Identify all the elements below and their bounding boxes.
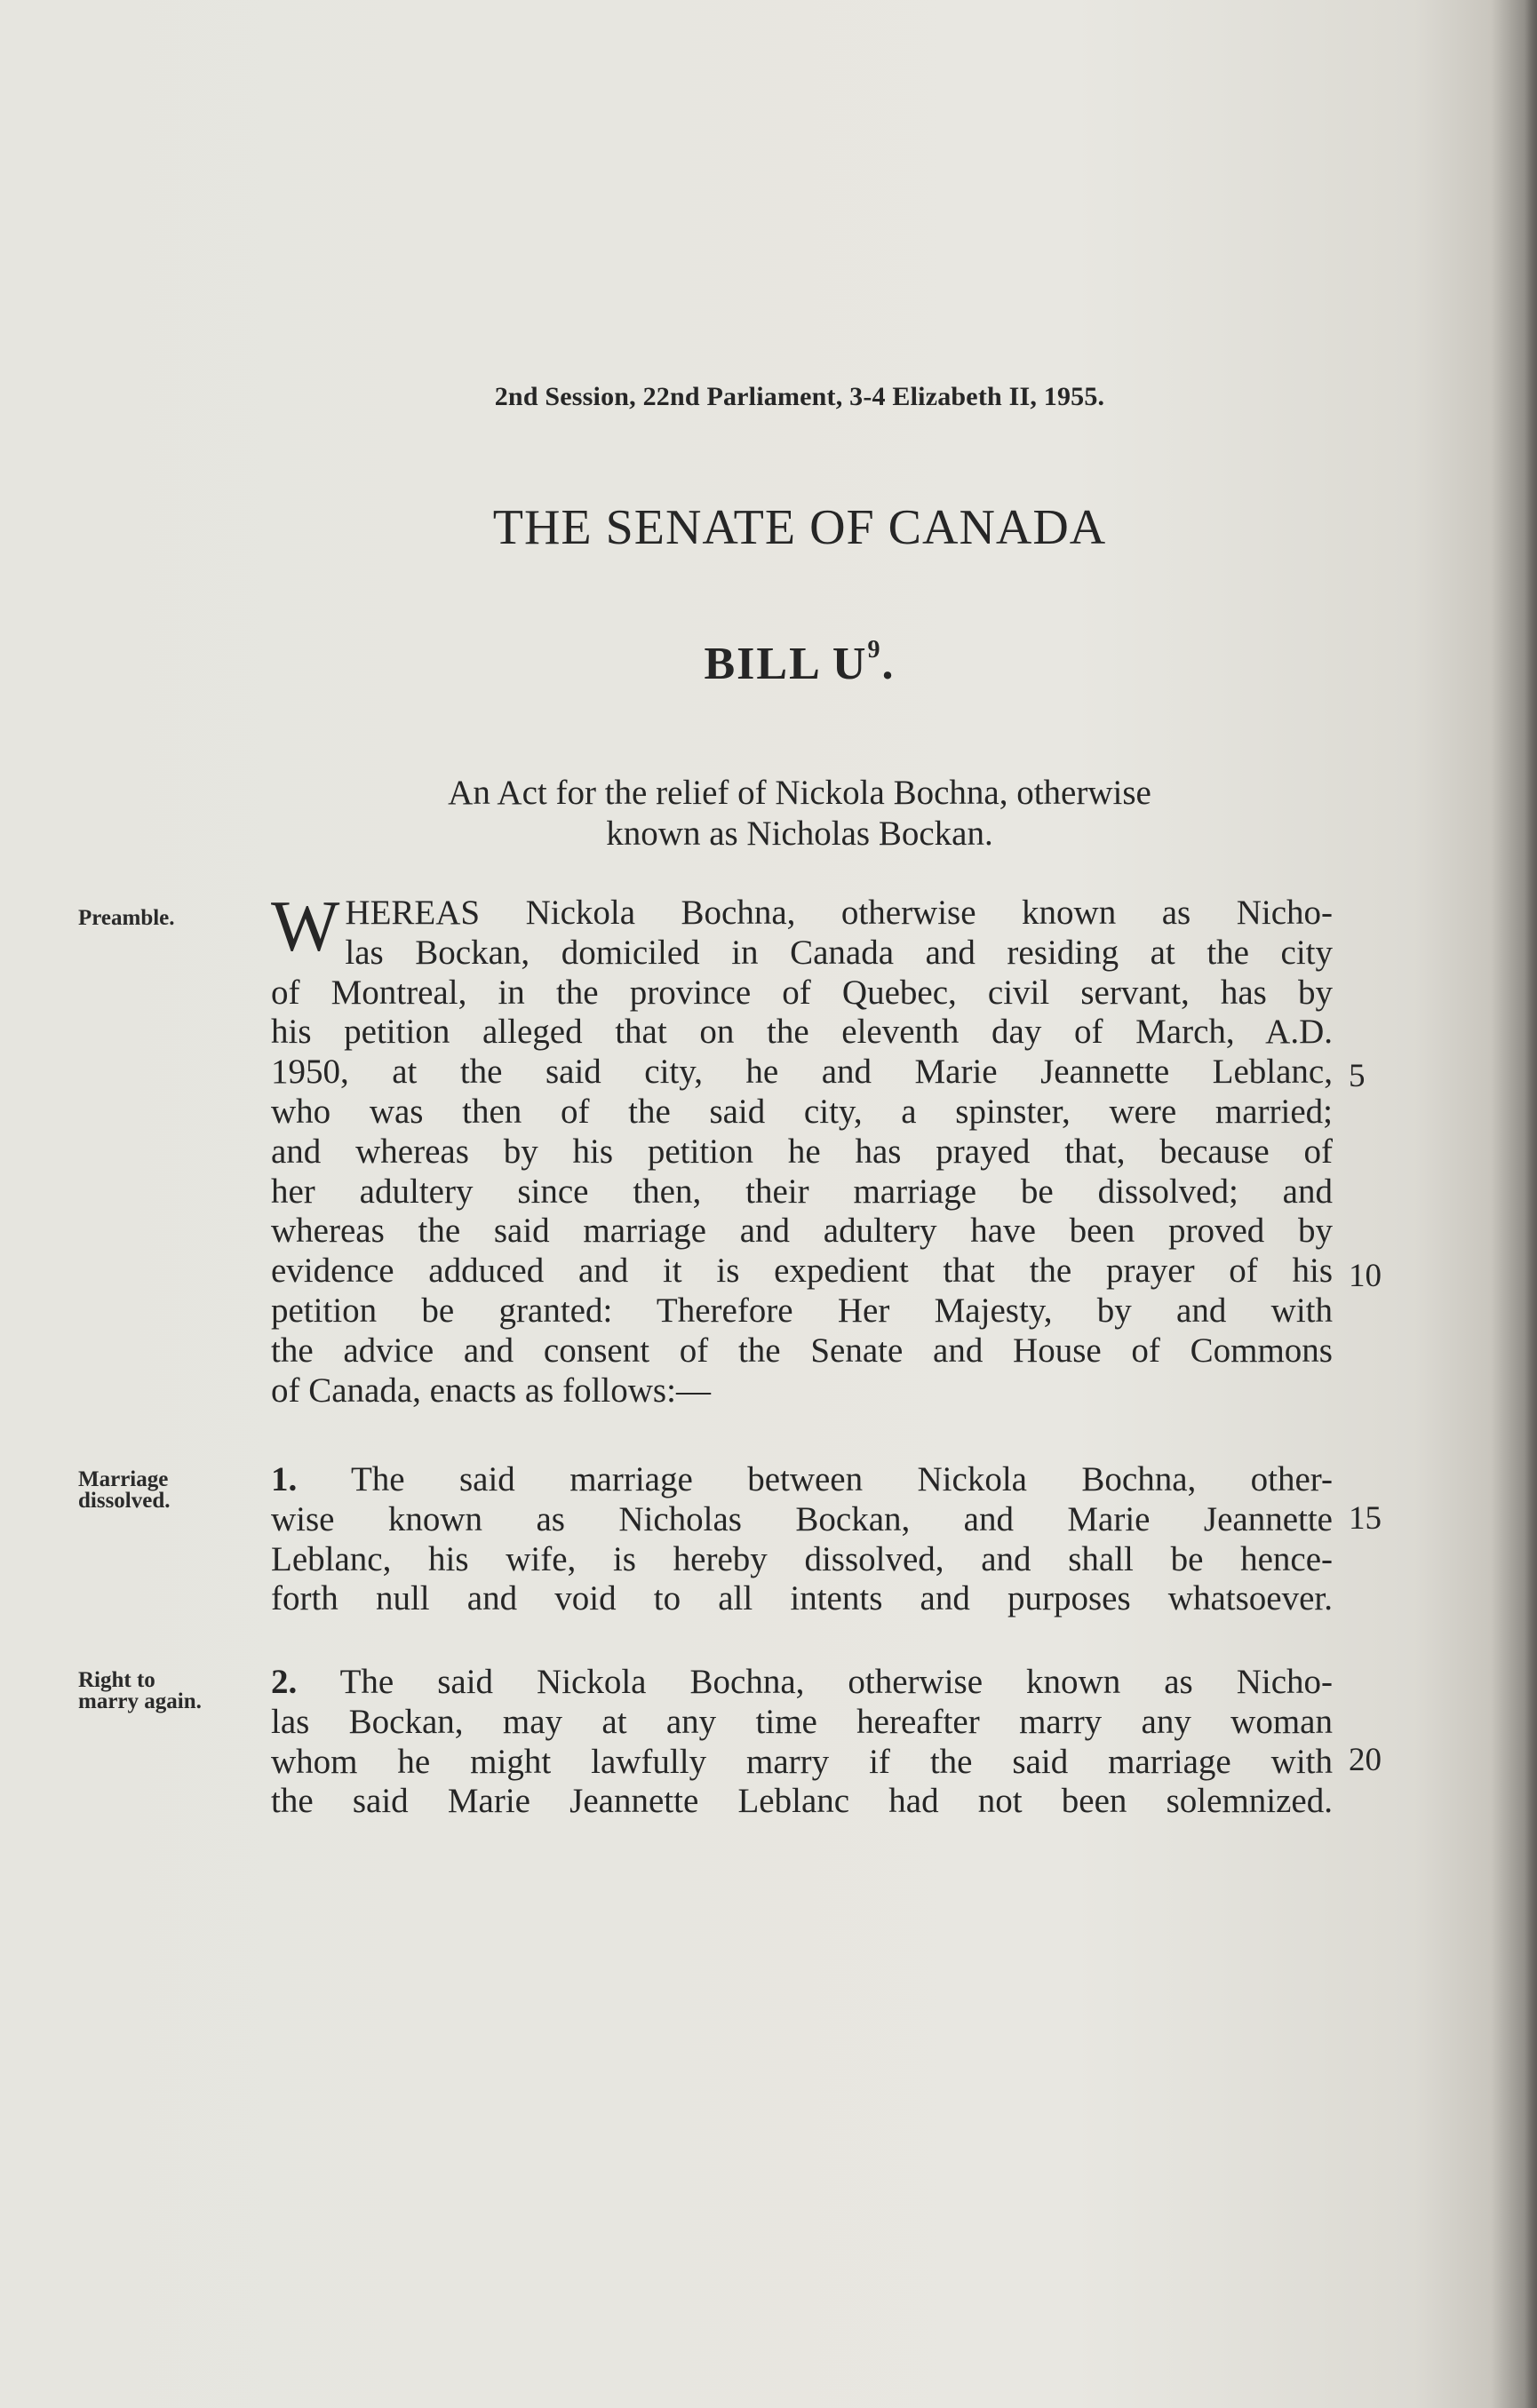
bill-title bbox=[0, 638, 1537, 690]
line-number-15: 15 bbox=[1349, 1500, 1382, 1537]
section-2-line: whom he might lawfully marry if the said marriage with bbox=[271, 1742, 1333, 1781]
preamble-paragraph bbox=[271, 886, 1333, 1411]
line-number-10: 10 bbox=[1349, 1258, 1382, 1294]
preamble-dropcap: W bbox=[271, 886, 340, 966]
preamble-line: her adultery since then, their marriage be dissolved; and bbox=[271, 1172, 1333, 1211]
margin-note-preamble bbox=[78, 908, 256, 929]
section-1-line: The said marriage between Nickola Bochna, other- bbox=[350, 1460, 1334, 1498]
bill-suffix: . bbox=[881, 639, 896, 689]
margin-note-right-to-marry bbox=[78, 1670, 256, 1713]
preamble-line: 1950, at the said city, he and Marie Jeannette Leblanc, bbox=[271, 1053, 1333, 1092]
preamble-line: the advice and consent of the Senate and House of Commons bbox=[271, 1331, 1333, 1370]
line-number-5: 5 bbox=[1349, 1058, 1366, 1094]
section-1-line: forth null and void to all intents and purposes whatsoever. bbox=[271, 1579, 1333, 1618]
section-2-line: the said Marie Jeannette Leblanc had not been solemnized. bbox=[271, 1782, 1333, 1821]
preamble-line: who was then of the said city, a spinster, were married; bbox=[271, 1092, 1333, 1131]
page-binding-edge bbox=[1525, 0, 1537, 2408]
bill-label: BILL U bbox=[704, 639, 868, 689]
preamble-line: evidence adduced and it is expedient that the prayer of his bbox=[271, 1252, 1333, 1291]
preamble-line: and whereas by his petition he has prayed that, because of bbox=[271, 1132, 1333, 1171]
margin-note-text: dissolved. bbox=[78, 1489, 171, 1513]
section-1-line: wise known as Nicholas Bockan, and Marie Jeannette bbox=[271, 1499, 1333, 1538]
margin-note-text: Right to bbox=[78, 1668, 155, 1692]
margin-note-text: Preamble. bbox=[78, 906, 175, 930]
line-number-20: 20 bbox=[1349, 1742, 1382, 1778]
section-2-paragraph bbox=[271, 1663, 1333, 1822]
section-2-number: 2. bbox=[271, 1663, 298, 1701]
preamble-line: whereas the said marriage and adultery have been proved by bbox=[271, 1212, 1333, 1251]
preamble-line: his petition alleged that on the eleventh day of March, A.D. bbox=[271, 1013, 1333, 1052]
margin-note-text: Marriage bbox=[78, 1467, 169, 1491]
act-title-line: known as Nicholas Bockan. bbox=[606, 815, 993, 853]
preamble-line: of Montreal, in the province of Quebec, civil servant, has by bbox=[271, 973, 1333, 1012]
margin-note-marriage-dissolved bbox=[78, 1469, 256, 1512]
bill-superscript: 9 bbox=[867, 636, 882, 664]
section-1-number: 1. bbox=[271, 1460, 298, 1498]
preamble-line: petition be granted: Therefore Her Majesty, by and with bbox=[271, 1291, 1333, 1330]
section-2-line: las Bockan, may at any time hereafter marry any woman bbox=[271, 1702, 1333, 1741]
section-1-line: Leblanc, his wife, is hereby dissolved, and shall be hence- bbox=[271, 1539, 1333, 1578]
margin-note-text: marry again. bbox=[78, 1689, 202, 1713]
preamble-line: las Bockan, domiciled in Canada and residing at the city bbox=[345, 933, 1333, 972]
preamble-line: of Canada, enacts as follows:— bbox=[271, 1371, 711, 1410]
section-1-first-line bbox=[271, 1460, 1333, 1500]
preamble-line: HEREAS Nickola Bochna, otherwise known as Nicho- bbox=[345, 894, 1333, 932]
section-2-first-line bbox=[271, 1663, 1333, 1703]
section-1-paragraph bbox=[271, 1460, 1333, 1619]
act-title bbox=[320, 773, 1279, 854]
section-2-line: The said Nickola Bochna, otherwise known as Nicho- bbox=[339, 1663, 1333, 1701]
act-title-line: An Act for the relief of Nickola Bochna, otherwise bbox=[448, 774, 1151, 812]
session-line: 2nd Session, 22nd Parliament, 3-4 Elizabeth II, 1955. bbox=[494, 382, 1105, 411]
house-title: THE SENATE OF CANADA bbox=[492, 500, 1107, 555]
